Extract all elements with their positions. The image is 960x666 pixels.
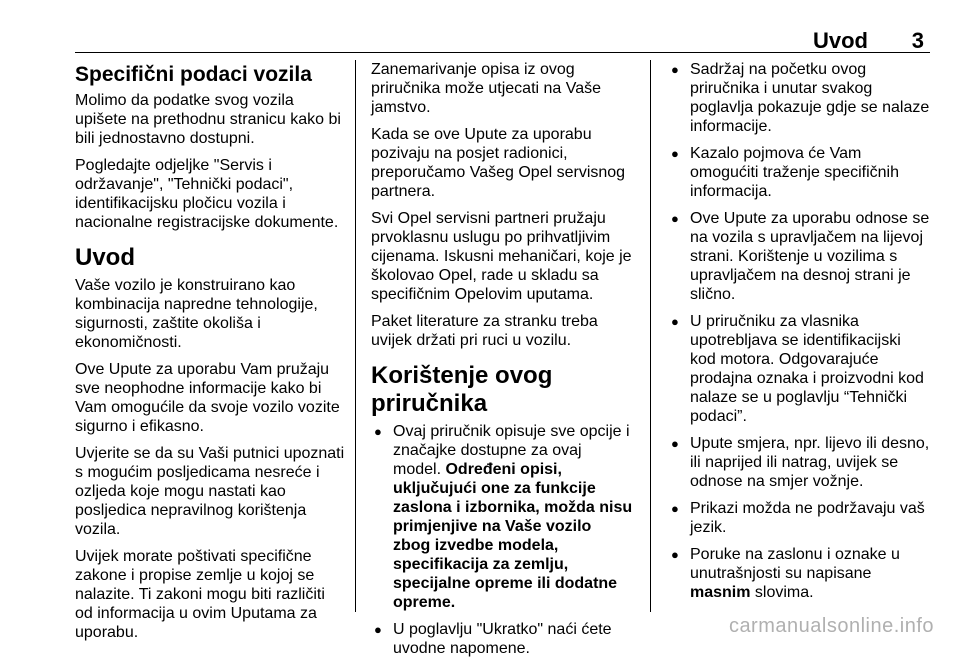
paragraph: Molimo da podatke svog vozila upišete na prethodnu stranicu kako bi bili jednostavno dostupni. [75, 92, 341, 147]
column-divider-2 [650, 60, 651, 612]
bullet-list [668, 60, 930, 602]
paragraph: Vaše vozilo je konstruirano kao kombinacija napredne tehnologije, sigurnosti, zaštite okoliša i ekonomičnosti. [75, 277, 318, 351]
list-item: ● U poglavlju "Ukratko" naći ćete uvodne napomene. [371, 620, 633, 658]
list-item: ● Sadržaj na početku ovog priručnika i unutar svakog poglavlja pokazuje gdje se nalaze informacije. [668, 60, 930, 136]
column-3 [668, 60, 930, 610]
column-2 [371, 60, 633, 666]
paragraph: Ove Upute za uporabu Vam pružaju sve neophodne informacije kako bi Vam omogućile da svoje vozilo vozite sigurno i efikasno. [75, 361, 340, 435]
paragraph: Pogledajte odjeljke "Servis i održavanje", "Tehnički podaci", identifikacijsku pločicu vozila i nacionalne registracijske dokumente. [75, 157, 339, 231]
section-heading-intro: Uvod [75, 244, 135, 271]
watermark: carmanualsonline.info [728, 615, 934, 637]
bold-text: Određeni opisi, uključujući one za funkcije zaslona i izbornika, možda nisu primjenjive na Vaše vozilo zbog izvedbe modela, specifikacija za zemlju, specijalne opreme ili dodatne opreme. [393, 461, 633, 611]
paragraph: Kada se ove Upute za uporabu pozivaju na posjet radionici, preporučamo Vašeg Opel servisnog partnera. [371, 126, 626, 200]
bullet-list [371, 422, 633, 658]
list-item: ● Ove Upute za uporabu odnose se na vozila s upravljačem na lijevoj strani. Korištenje u vozilima s upravljačem na desnoj strani je slično. [668, 209, 930, 304]
list-item: ● Kazalo pojmova će Vam omogućiti traženje specifičnih informacija. [668, 144, 930, 201]
list-item: ● Poruke na zaslonu i oznake u unutrašnjosti su napisane masnim slovima. [668, 545, 930, 602]
list-item: ● Prikazi možda ne podržavaju vaš jezik. [668, 499, 930, 537]
section-heading-using-manual: Korištenje ovog priručnika [371, 362, 553, 417]
paragraph: Paket literature za stranku treba uvijek držati pri ruci u vozilu. [371, 313, 598, 349]
list-item: ● Ovaj priručnik opisuje sve opcije i značajke dostupne za ovaj model. Određeni opisi, uključujući one za funkcije zaslona i izbornika, možda nisu primjenjive na Vaše vozilo zbog izvedbe modela, specifikacija za zemlju, specijalne opreme ili dodatne opreme. [371, 422, 633, 612]
paragraph: Uvjerite se da su Vaši putnici upoznati s mogućim posljedicama nesreće i ozljeda koje mogu nastati kao posljedica nepravilnog korištenja vozila. [75, 445, 345, 538]
paragraph: Uvijek morate poštivati specifične zakone i propise zemlje u kojoj se nalazite. Ti zakoni mogu biti različiti od informacija u ovim Uputama za uporabu. [75, 548, 325, 641]
column-divider-1 [355, 60, 356, 612]
chapter-title: Uvod [813, 28, 868, 53]
list-item: ● U priručniku za vlasnika upotrebljava se identifikacijski kod motora. Odgovarajuće prodajna oznaka i proizvodni kod nalaze se u poglavlju “Tehnički podaci”. [668, 312, 930, 426]
list-item: ● Upute smjera, npr. lijevo ili desno, ili naprijed ili natrag, uvijek se odnose na smjer vožnje. [668, 434, 930, 491]
bold-text: masnim [690, 584, 751, 601]
column-1 [75, 60, 347, 650]
page-header [75, 0, 930, 53]
paragraph: Zanemarivanje opisa iz ovog priručnika može utjecati na Vaše jamstvo. [371, 61, 602, 116]
paragraph: Svi Opel servisni partneri pružaju prvoklasnu uslugu po prihvatljivim cijenama. Iskusni mehaničari, koje je školovao Opel, rade u skladu sa specifičnim Opelovim uputama. [371, 210, 632, 303]
section-heading-vehicle-data: Specifični podaci vozila [75, 63, 312, 86]
page-number: 3 [911, 28, 924, 53]
